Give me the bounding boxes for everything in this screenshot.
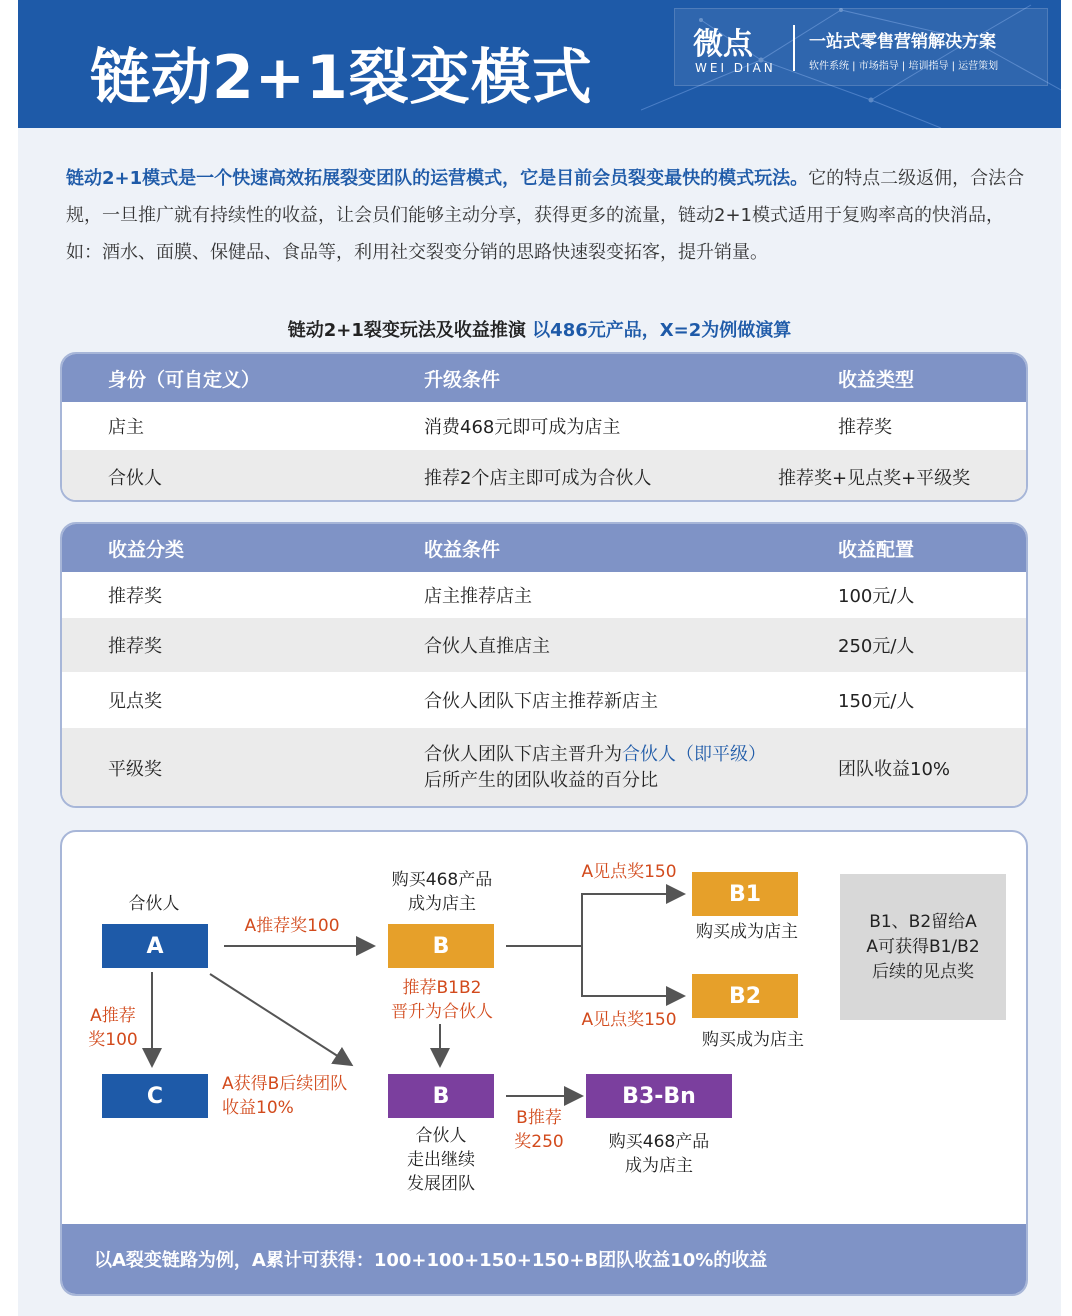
table-cell: 推荐奖+见点奖+平级奖 (778, 468, 971, 489)
header-cell: 身份（可自定义） (108, 368, 261, 391)
intro-paragraph (66, 160, 1026, 271)
section-subtitle (18, 316, 1061, 342)
table-row (62, 402, 1026, 450)
arrow-b-to-b1 (582, 894, 682, 946)
b2-reward-label: A见点奖150 (581, 1010, 677, 1030)
cond-text: 合伙人团队下店主晋升为 (424, 744, 622, 765)
a-reward-b-label: A推荐奖100 (244, 916, 340, 936)
b-top-label: 购买468产品 成为店主 (391, 870, 493, 914)
node-b-partner: B (388, 1074, 494, 1118)
table-row (62, 728, 1026, 808)
cond-highlight: 合伙人（即平级） (622, 744, 766, 765)
header-cell: 收益类型 (838, 368, 915, 391)
node-c: C (102, 1074, 208, 1118)
table-row (62, 618, 1026, 672)
table-cell (424, 728, 766, 808)
header-cell: 升级条件 (424, 368, 501, 391)
a-team-income-label: A获得B后续团队 收益10% (222, 1074, 348, 1118)
table-row (62, 572, 1026, 618)
b-promote-label: 推荐B1B2 晋升为合伙人 (391, 978, 493, 1022)
table-cell: 150元/人 (838, 691, 915, 712)
table-cell: 推荐奖 (108, 586, 162, 607)
header-banner (18, 0, 1061, 128)
node-a: A (102, 924, 208, 968)
table-cell: 合伙人直推店主 (424, 636, 550, 657)
table-cell: 店主 (108, 417, 144, 438)
table-cell: 推荐奖 (108, 636, 162, 657)
table-cell: 店主推荐店主 (424, 586, 532, 607)
brand-slogan: 一站式零售营销解决方案 (809, 32, 996, 52)
b1-label: 购买成为店主 (696, 922, 798, 942)
table-cell: 250元/人 (838, 636, 915, 657)
b1-b2-note (840, 874, 1006, 1020)
brand-divider (793, 25, 795, 71)
arrow-b-to-b2 (582, 946, 682, 996)
brand-logo: 微点 (693, 27, 753, 62)
poster (18, 0, 1061, 1316)
a-reward-c-label: A推荐 奖100 (88, 1006, 138, 1050)
node-b2: B2 (692, 974, 798, 1018)
page-title: 链动2+1裂变模式 (90, 43, 593, 113)
income-table (60, 522, 1028, 808)
node-b1: B1 (692, 872, 798, 916)
identity-table (60, 352, 1028, 502)
table-cell: 见点奖 (108, 691, 162, 712)
table-cell: 平级奖 (108, 759, 162, 780)
fission-diagram (60, 830, 1028, 1296)
b1-reward-label: A见点奖150 (581, 862, 677, 882)
table-cell: 推荐奖 (838, 417, 892, 438)
table-cell: 团队收益10% (838, 759, 951, 780)
table-cell: 100元/人 (838, 586, 915, 607)
cond-text-line2: 后所产生的团队收益的百分比 (424, 770, 658, 791)
node-b: B (388, 924, 494, 968)
header-cell: 收益分类 (108, 538, 185, 561)
b-reward-250-label: B推荐 奖250 (514, 1108, 564, 1152)
brand-card (674, 8, 1048, 86)
table-cell: 消费468元即可成为店主 (424, 417, 621, 438)
diagram-footer: 以A裂变链路为例，A累计可获得：100+100+150+150+B团队收益10%的收益 (62, 1224, 1026, 1294)
subtitle-main: 链动2+1裂变玩法及收益推演 (287, 320, 526, 341)
table-header (62, 524, 1026, 572)
subtitle-example: 以486元产品，X=2为例做演算 (532, 320, 792, 341)
brand-services: 软件系统 | 市场指导 | 培训指导 | 运营策划 (809, 61, 999, 72)
intro-body: 它的特点二级返佣，合法合规，一旦推广就有持续性的收益，让会员们能够主动分享，获得更多的流量，链动2+1模式适用于复购率高的快消品，如：酒水、面膜、保健品、食品等，利用社交裂变分销的思路快速裂变拓客，提升销量。 (66, 168, 1025, 263)
b-partner-label: 合伙人 走出继续 发展团队 (407, 1126, 475, 1194)
bn-label: 购买468产品 成为店主 (608, 1132, 710, 1176)
table-cell: 合伙人 (108, 468, 162, 489)
header-cell: 收益配置 (838, 538, 915, 561)
table-row (62, 672, 1026, 728)
header-cell: 收益条件 (424, 538, 501, 561)
table-cell: 合伙人团队下店主推荐新店主 (424, 691, 658, 712)
arrow-a-to-b-partner (210, 974, 350, 1064)
table-cell: 推荐2个店主即可成为合伙人 (424, 468, 652, 489)
a-role-label: 合伙人 (128, 894, 180, 914)
b2-label: 购买成为店主 (702, 1030, 804, 1050)
node-b3-bn: B3-Bn (586, 1074, 732, 1118)
table-row (62, 450, 1026, 502)
brand-english-name: WEI DIAN (695, 61, 776, 75)
note-text: B1、B2留给A A可获得B1/B2 后续的见点奖 (866, 911, 980, 982)
table-header (62, 354, 1026, 402)
intro-highlight: 链动2+1模式是一个快速高效拓展裂变团队的运营模式，它是目前会员裂变最快的模式玩法。 (66, 168, 809, 189)
